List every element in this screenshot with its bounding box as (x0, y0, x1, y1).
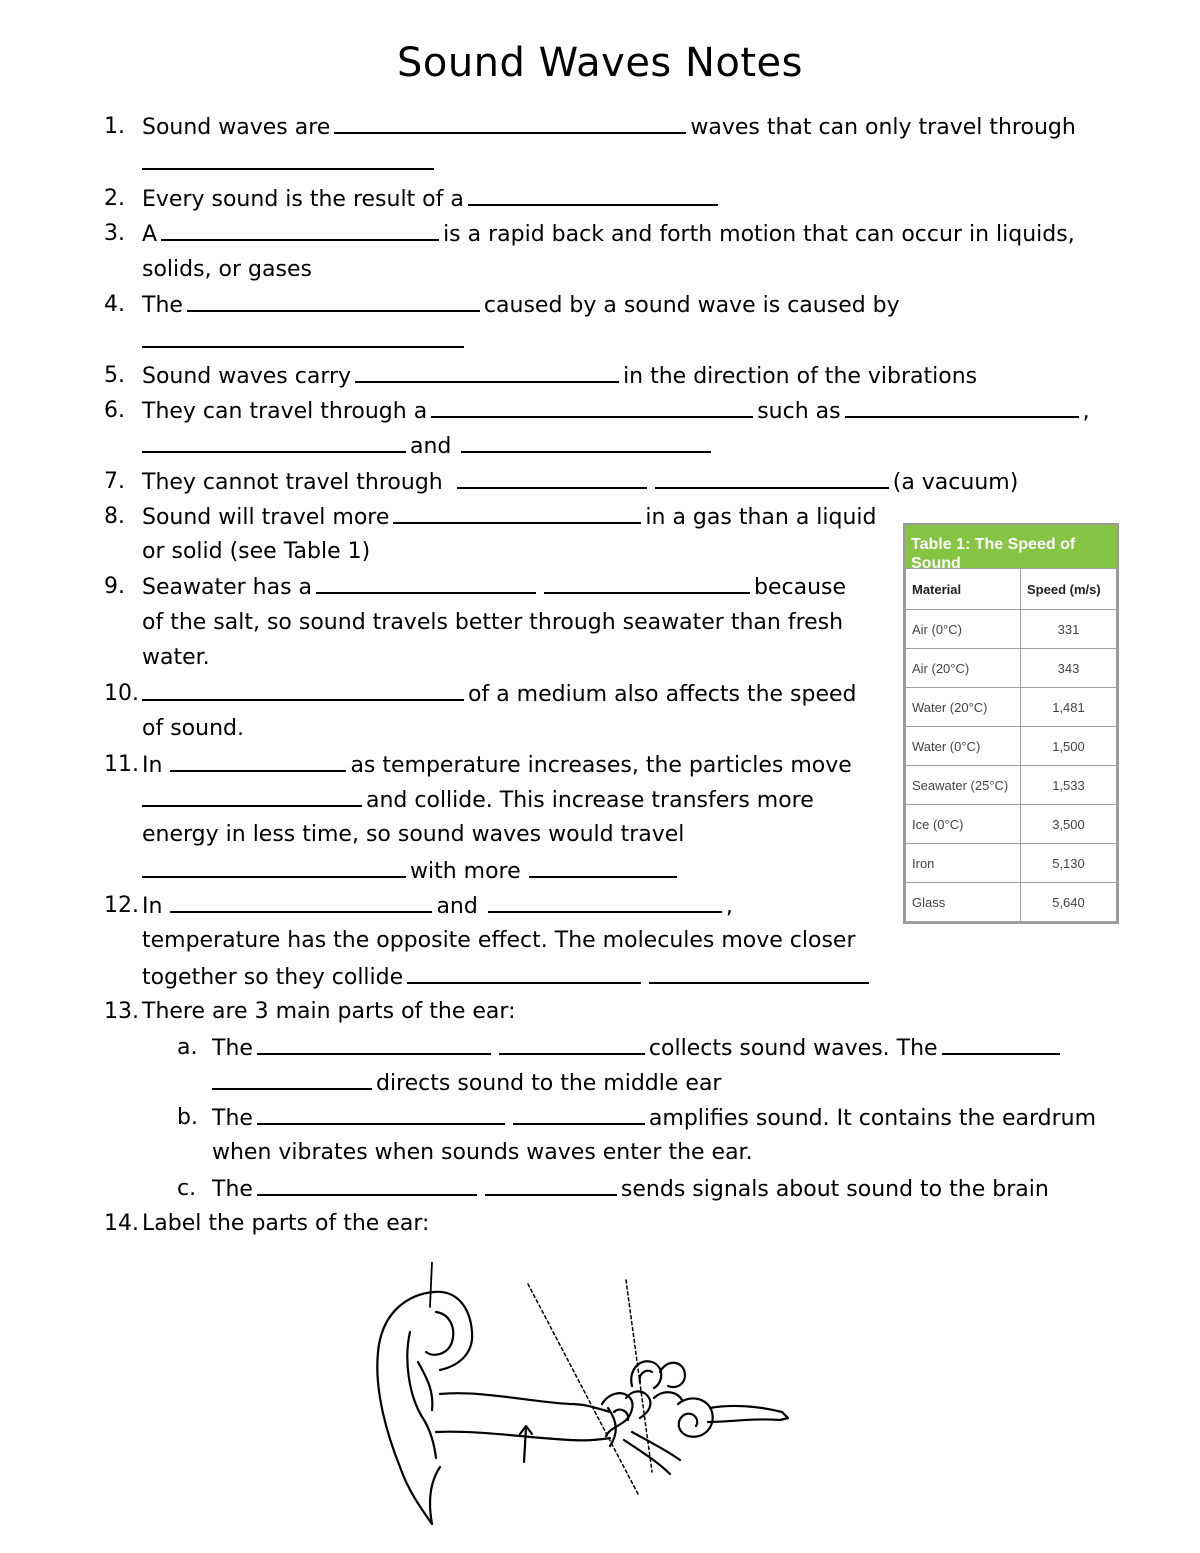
item-number: 1. (104, 114, 125, 139)
speed-cell: 5,640 (1021, 883, 1117, 922)
question-6-cont: and (142, 431, 715, 462)
table-header-row (906, 569, 1117, 610)
table-row (906, 883, 1117, 922)
item-number: 8. (104, 504, 125, 529)
answer-blank[interactable] (212, 1068, 372, 1090)
column-header-material: Material (906, 569, 1021, 610)
sub-item-letter: c. (177, 1176, 197, 1201)
table-row (906, 844, 1117, 883)
table-row (906, 610, 1117, 649)
answer-blank[interactable] (170, 891, 432, 913)
answer-blank[interactable] (257, 1174, 477, 1196)
answer-blank[interactable] (316, 572, 536, 594)
question-6: They can travel through a such as , (142, 396, 1090, 427)
question-7: They cannot travel through (a vacuum) (142, 467, 1018, 498)
item-number: 11. (104, 752, 139, 777)
question-12-cont2: together so they collide (142, 962, 873, 993)
answer-blank[interactable] (334, 112, 686, 134)
item-number: 2. (104, 186, 125, 211)
question-8-cont: or solid (see Table 1) (142, 539, 371, 564)
answer-blank[interactable] (142, 326, 464, 348)
item-number: 7. (104, 469, 125, 494)
material-cell: Water (0°C) (906, 727, 1021, 766)
question-4-cont (142, 326, 468, 357)
answer-blank[interactable] (407, 962, 641, 984)
question-12-cont: temperature has the opposite effect. The molecules move closer (142, 928, 856, 953)
answer-blank[interactable] (485, 1174, 617, 1196)
item-number: 9. (104, 574, 125, 599)
answer-blank[interactable] (142, 431, 406, 453)
sub-item-letter: a. (177, 1035, 198, 1060)
question-13a-cont: directs sound to the middle ear (212, 1068, 721, 1099)
question-3: A is a rapid back and forth motion that can occur in liquids, (142, 219, 1075, 250)
answer-blank[interactable] (170, 750, 346, 772)
column-header-speed: Speed (m/s) (1021, 569, 1117, 610)
item-number: 14. (104, 1211, 139, 1236)
answer-blank[interactable] (187, 290, 480, 312)
question-11: In as temperature increases, the particles move (142, 750, 852, 781)
answer-blank[interactable] (355, 361, 619, 383)
sub-item-letter: b. (177, 1105, 198, 1130)
question-2: Every sound is the result of a (142, 184, 722, 215)
question-13: There are 3 main parts of the ear: (142, 999, 516, 1024)
question-11-cont3: with more (142, 856, 681, 887)
material-cell: Seawater (25°C) (906, 766, 1021, 805)
answer-blank[interactable] (142, 785, 362, 807)
answer-blank[interactable] (461, 431, 711, 453)
table-title: Table 1: The Speed of Sound (905, 525, 1117, 568)
question-10-cont: of sound. (142, 716, 244, 741)
material-cell: Water (20°C) (906, 688, 1021, 727)
material-cell: Glass (906, 883, 1021, 922)
question-12: In and , (142, 891, 733, 922)
answer-blank[interactable] (655, 467, 889, 489)
ear-diagram-icon (370, 1262, 810, 1536)
answer-blank[interactable] (513, 1103, 645, 1125)
answer-blank[interactable] (142, 856, 406, 878)
item-number: 12. (104, 893, 139, 918)
speed-cell: 331 (1021, 610, 1117, 649)
question-1: Sound waves are waves that can only travel through (142, 112, 1076, 143)
answer-blank[interactable] (529, 856, 677, 878)
item-number: 4. (104, 292, 125, 317)
question-13a: The collects sound waves. The (212, 1033, 1064, 1064)
answer-blank[interactable] (488, 891, 722, 913)
answer-blank[interactable] (142, 679, 464, 701)
answer-blank[interactable] (942, 1033, 1060, 1055)
table-row (906, 727, 1117, 766)
page-title: Sound Waves Notes (396, 40, 804, 86)
speed-cell: 1,500 (1021, 727, 1117, 766)
speed-cell: 343 (1021, 649, 1117, 688)
answer-blank[interactable] (431, 396, 753, 418)
question-11-cont: and collide. This increase transfers more (142, 785, 814, 816)
item-number: 5. (104, 363, 125, 388)
item-number: 13. (104, 999, 139, 1024)
question-4: The caused by a sound wave is caused by (142, 290, 900, 321)
question-13b-cont: when vibrates when sounds waves enter the ear. (212, 1140, 753, 1165)
table-row (906, 688, 1117, 727)
question-9: Seawater has a because (142, 572, 846, 603)
table-row (906, 766, 1117, 805)
question-9-cont2: water. (142, 645, 210, 670)
table-row (906, 649, 1117, 688)
answer-blank[interactable] (544, 572, 750, 594)
answer-blank[interactable] (142, 148, 434, 170)
question-5: Sound waves carry in the direction of the vibrations (142, 361, 977, 392)
question-8: Sound will travel more in a gas than a liquid (142, 502, 877, 533)
speed-cell: 1,533 (1021, 766, 1117, 805)
question-14: Label the parts of the ear: (142, 1211, 430, 1236)
material-cell: Air (0°C) (906, 610, 1021, 649)
answer-blank[interactable] (499, 1033, 645, 1055)
question-3-cont: solids, or gases (142, 257, 312, 282)
answer-blank[interactable] (161, 219, 439, 241)
question-10: of a medium also affects the speed (142, 679, 857, 710)
question-13b: The amplifies sound. It contains the eardrum (212, 1103, 1096, 1134)
item-number: 10. (104, 681, 139, 706)
speed-cell: 3,500 (1021, 805, 1117, 844)
material-cell: Iron (906, 844, 1021, 883)
speed-cell: 1,481 (1021, 688, 1117, 727)
speed-of-sound-table (903, 523, 1119, 924)
item-number: 6. (104, 398, 125, 423)
answer-blank[interactable] (649, 962, 869, 984)
speed-cell: 5,130 (1021, 844, 1117, 883)
question-13c: The sends signals about sound to the brain (212, 1174, 1049, 1205)
answer-blank[interactable] (257, 1103, 505, 1125)
answer-blank[interactable] (393, 502, 641, 524)
answer-blank[interactable] (457, 467, 647, 489)
item-number: 3. (104, 221, 125, 246)
answer-blank[interactable] (257, 1033, 491, 1055)
table-row (906, 805, 1117, 844)
material-cell: Air (20°C) (906, 649, 1021, 688)
material-cell: Ice (0°C) (906, 805, 1021, 844)
question-11-cont2: energy in less time, so sound waves would travel (142, 822, 685, 847)
answer-blank[interactable] (845, 396, 1079, 418)
question-1-cont (142, 148, 438, 179)
answer-blank[interactable] (468, 184, 718, 206)
question-9-cont: of the salt, so sound travels better through seawater than fresh (142, 610, 844, 635)
